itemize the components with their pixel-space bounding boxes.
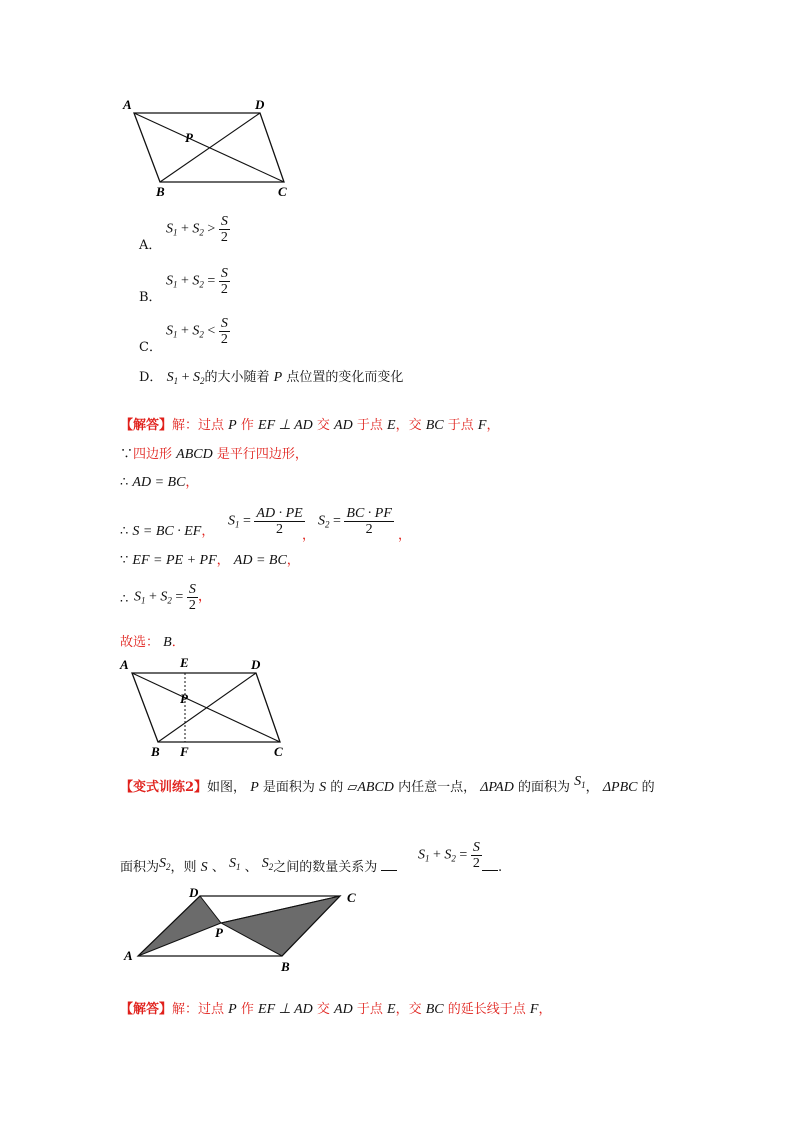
variant-2-line-1: 【变式训练2】如图， P 是面积为 S 的 ▱ABCD 内任意一点， ΔPAD 的面积为 $S_1$， ΔPBC 的 xyxy=(120,774,655,795)
fig3-label-p: P xyxy=(215,925,223,940)
option-c-label: C． xyxy=(139,340,162,355)
figure-2-parallelogram xyxy=(118,655,298,765)
fig2-label-c: C xyxy=(274,744,283,759)
fig1-label-p: P xyxy=(185,130,193,145)
fig3-shaded-triangle-pad xyxy=(138,896,221,956)
fig2-label-b: B xyxy=(151,744,160,759)
solution-2-line-1: 【解答】解：过点 P 作 EF ⊥ AD 交 AD 于点 E，交 BC 的延长线于点 F， xyxy=(120,1002,552,1017)
solution-1-line-2: ∵四边形 ABCD 是平行四边形， xyxy=(120,447,308,462)
fig2-label-f: F xyxy=(180,744,189,759)
fig1-line-b-d xyxy=(160,113,260,182)
solution-1-answer: 故选： B． xyxy=(120,635,185,650)
solution-tag: 【解答】 xyxy=(120,418,173,433)
option-b-label: B． xyxy=(139,290,162,305)
fig1-label-c: C xyxy=(278,184,287,199)
variant-tag: 【变式训练2】 xyxy=(120,780,208,795)
solution-1-line-3: ∴ AD = BC， xyxy=(120,475,199,490)
option-b-formula: $S_1 + S_2$ = $\frac{S}{2}$ xyxy=(166,266,228,297)
option-d-formula: $S_1 + S_2$ xyxy=(166,370,205,386)
fig3-label-b: B xyxy=(281,959,290,974)
solution-1-line-1: 【解答】解：过点 P 作 EF ⊥ AD 交 AD 于点 E，交 BC 于点 F， xyxy=(120,418,500,433)
figure-1-parallelogram xyxy=(118,95,308,200)
answer-blank-right xyxy=(482,858,498,871)
fig2-line-b-d xyxy=(158,673,256,742)
option-c-formula: $S_1 + S_2$ < $\frac{S}{2}$ xyxy=(166,316,228,347)
fig2-label-e: E xyxy=(180,655,189,670)
fig3-label-d: D xyxy=(189,885,199,900)
fig3-shaded-triangle-pbc xyxy=(221,896,340,956)
fig2-label-a: A xyxy=(120,657,129,672)
solution-1-line-5: ∵ EF = PE + PF， AD = BC， xyxy=(120,553,300,568)
fig3-label-c: C xyxy=(347,890,356,905)
figure-3-parallelogram xyxy=(118,885,368,975)
answer-blank-left xyxy=(381,858,397,871)
fig1-label-a: A xyxy=(123,97,132,112)
solution-2-tag: 【解答】 xyxy=(120,1002,173,1017)
fig1-label-d: D xyxy=(255,97,265,112)
fig1-label-b: B xyxy=(156,184,165,199)
fig3-label-a: A xyxy=(124,948,133,963)
fig2-label-d: D xyxy=(251,657,261,672)
variant-2-answer: $S_1 + S_2$ = $\frac{S}{2}$ xyxy=(418,840,480,871)
option-a-formula: $S_1 + S_2$ > $\frac{S}{2}$ xyxy=(166,214,228,245)
option-a-label: A． xyxy=(139,238,162,253)
option-d-label: D． xyxy=(139,370,163,385)
fig2-label-p: P xyxy=(180,691,188,706)
option-d[interactable]: D． $S_1 + S_2$的大小随着 P 点位置的变化而变化 xyxy=(139,370,404,386)
